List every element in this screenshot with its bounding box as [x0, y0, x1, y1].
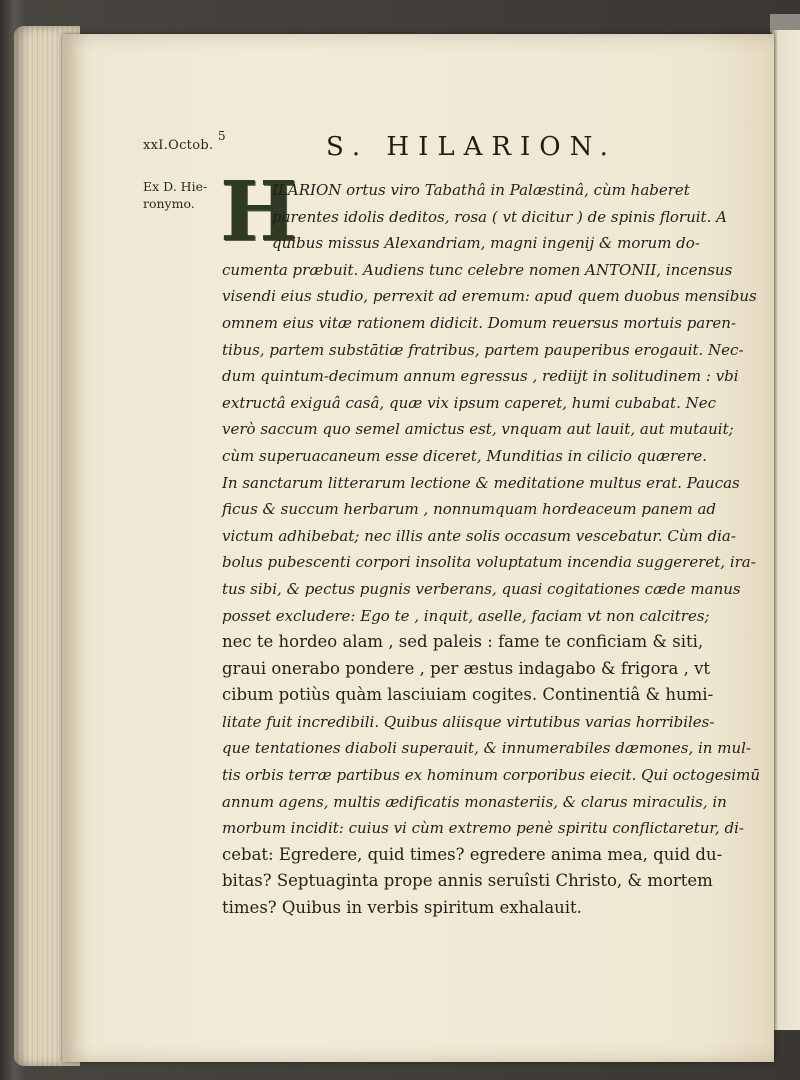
text-line: dum quintum-decimum annum egressus , rediijt in solitudinem : vbi	[222, 367, 739, 386]
text-line: nec te hordeo alam , sed paleis : fame te conficiam & siti,	[222, 632, 704, 652]
text-line: quibus missus Alexandriam, magni ingenij & morum do-	[272, 234, 700, 253]
text-line: In sanctarum litterarum lectione & meditatione multus erat. Paucas	[222, 473, 740, 492]
text-line: times? Quibus in verbis spiritum exhalauit.	[222, 898, 582, 918]
text-line: verò saccum quo semel amictus est, vnquam aut lauit, aut mutauit;	[222, 420, 734, 439]
text-line: litate fuit incredibili. Quibus aliisque virtutibus varias horribiles-	[222, 712, 715, 731]
text-line: visendi eius studio, perrexit ad eremum: apud quem duobus mensibus	[222, 287, 757, 306]
text-line: cebat: Egredere, quid times? egredere anima mea, quid du-	[222, 844, 723, 864]
text-line: tibus, partem substātiæ fratribus, partem pauperibus erogauit. Nec-	[222, 340, 744, 359]
text-line: cumenta præbuit. Audiens tunc celebre nomen ANTONII, incensus	[222, 260, 733, 279]
text-line: tus sibi, & pectus pugnis verberans, quasi cogitationes cæde manus	[222, 579, 741, 598]
text-line: bitas? Septuaginta prope annis seruîsti Christo, & mortem	[222, 871, 713, 891]
text-line: tis orbis terræ partibus ex hominum corporibus eiecit. Qui octogesimū	[222, 766, 760, 785]
text-line: morbum incidit: cuius vi cùm extremo penè spiritu conflictaretur, di-	[222, 819, 744, 838]
margin-source-note: Ex D. Hie-ronymo.	[143, 179, 208, 211]
text-line: que tentationes diaboli superauit, & innumerabiles dæmones, in mul-	[222, 739, 751, 758]
page-title: S. HILARION.	[326, 132, 617, 162]
text-line: ILARION ortus viro Tabathâ in Palæstinâ, cùm haberet	[272, 181, 690, 199]
text-line: bolus pubescenti corpori insolita voluptatum incendia suggereret, ira-	[222, 553, 756, 572]
next-page-edge	[772, 30, 800, 1030]
text-line: posset excludere: Ego te , inquit, aselle, faciam vt non calcitres;	[222, 606, 710, 625]
drop-cap-letter: H	[220, 164, 298, 260]
body-text	[220, 164, 760, 922]
page-number: 5	[218, 129, 226, 143]
text-line: victum adhibebat; nec illis ante solis occasum vescebatur. Cùm dia-	[222, 526, 736, 545]
text-line: omnem eius vitæ rationem didicit. Domum reuersus mortuis paren-	[222, 313, 737, 332]
text-line: ficus & succum herbarum , nonnumquam hordeaceum panem ad	[222, 500, 717, 519]
text-line: graui onerabo pondere , per æstus indagabo & frigora , vt	[222, 658, 711, 678]
text-line: cùm superuacaneum esse diceret, Munditias in cilicio quærere.	[222, 446, 707, 465]
text-line: parentes idolis deditos, rosa ( vt dicitur ) de spinis floruit. A	[272, 207, 727, 226]
text-line: extructâ exiguâ casâ, quæ vix ipsum caperet, humi cubabat. Nec	[222, 393, 717, 412]
text-line: annum agens, multis ædificatis monasteriis, & clarus miraculis, in	[222, 792, 727, 811]
margin-date: xxI.Octob.	[143, 138, 214, 153]
text-line: cibum potiùs quàm lasciuiam cogites. Continentiâ & humi-	[222, 685, 714, 705]
